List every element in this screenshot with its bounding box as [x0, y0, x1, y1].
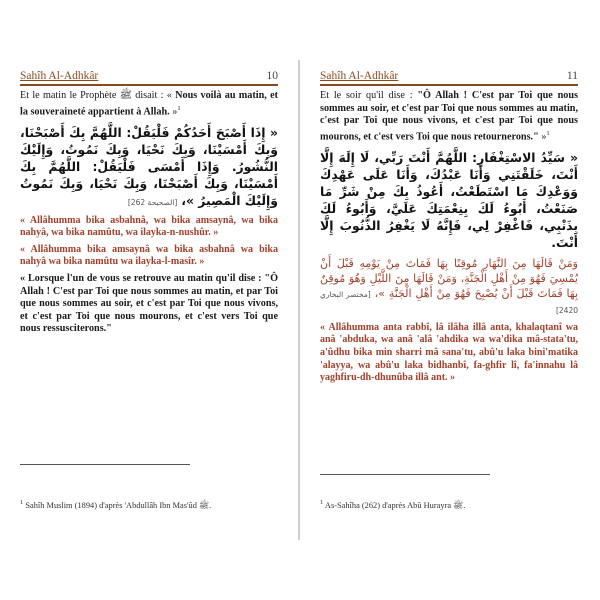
left-page [20, 70, 278, 530]
transliteration-morning: « Allâhumma bika asbahnâ, wa bika amsaynâ, wa bika nahyâ, wa bika namûtu, wa ilayka-n-nushûr. » [20, 214, 278, 239]
running-title: Sahîh Al-Adhkâr [320, 70, 399, 82]
transliteration-evening: « Allâhumma bika amsaynâ wa bika asbahnâ wa bika nahyâ wa bika namûtu wa ilayka-l-masîr. » [20, 243, 278, 268]
intro-paragraph: Et le matin le Prophète ﷺ disait : « Nous voilà au matin, et la souveraineté appartient à Allah. »$^1$ [20, 90, 279, 117]
footnote-rule [20, 464, 190, 465]
footnote-rule [320, 474, 490, 475]
arabic-hadith: « سَيِّدُ الاسْتِغْفَارِ: اللَّهُمَّ أَنْتَ رَبِّي، لَا إِلَهَ إِلَّا أَنْتَ، خَلَقْتَنِي وَأَنَا عَبْدُكَ، وَأَنَا عَلَى عَهْدِكَ وَوَعْدِكَ مَا اسْتَطَعْتُ، أَعُوذُ بِكَ مِنْ شَرِّ مَا صَنَعْتُ، أَبُوءُ لَكَ بِنِعْمَتِكَ عَلَيَّ، وَأَبُوءُ لَكَ بِذَنْبِي، فَاغْفِرْ لِي، فَإِنَّهُ لَا يَغْفِرُ الذُّنُوبَ إِلَّا أَنْتَ. [320, 149, 578, 250]
transliteration: « Allâhumma anta rabbî, lâ ilâha illâ anta, khalaqtanî wa anâ 'abduka, wa anâ 'alâ 'ahdika wa wa'dika mâ-stata'tu, a'ûdhu bika min sharri mâ sana'tu, abû'u laka bini'matika 'alayya, wa abû'u laka bidhanbî, fa-ghfir lî, fa'innahu lâ yaghfiru-dh-dhunûba illâ ant. » [320, 321, 578, 384]
footnote: $^1$ Sahîh Muslim (1894) d'après 'Abdullâh Ibn Mas'ûd ﷺ. [20, 499, 212, 510]
footnote: $^1$ As-Sahîha (262) d'après Abû Hurayra ﷺ. [320, 499, 466, 510]
page-number: 10 [266, 70, 278, 82]
right-page [320, 70, 578, 530]
left-page-header [20, 70, 278, 86]
running-title: Sahîh Al-Adhkâr [20, 70, 99, 82]
arabic-hadith-continuation: وَمَنْ قَالَهَا مِنَ النَّهَارِ مُوقِنًا بِهَا فَمَاتَ مِنْ يَوْمِهِ قَبْلَ أَنْ يُمْسِيَ فَهُوَ مِنْ أَهْلِ الْجَنَّةِ، وَمَنْ قَالَهَا مِنَ اللَّيْلِ وَهُوَ مُوقِنٌ بِهَا فَمَاتَ قَبْلَ أَنْ يُصْبِحَ فَهُوَ مِنْ أَهْلِ الْجَنَّةِ »، [مختصر البخاري 2420] [320, 256, 579, 315]
arabic-hadith: « إِذَا أَصْبَحَ أَحَدُكُمْ فَلْيَقُلْ: اللَّهُمَّ بِكَ أَصْبَحْنَا، وَبِكَ أَمْسَيْنَا، وَبِكَ نَحْيَا، وَبِكَ نَمُوتُ، وَإِلَيْكَ النُّشُورُ. وَإِذَا أَمْسَى فَلْيَقُلْ: اللَّهُمَّ بِكَ أَمْسَيْنَا، وَبِكَ أَصْبَحْنَا، وَبِكَ نَحْيَا، وَبِكَ نَمُوتُ وَإِلَيْكَ الْمَصِيرُ »، [الصحيحة 262] [20, 124, 278, 208]
translation-paragraph: « Lorsque l'un de vous se retrouve au matin qu'il dise : "Ô Allah ! C'est par Toi que nous sommes au matin, et par Toi que nous sommes au soir, et c'est par Toi que nous vivons, et c'est par Toi que nous mourons, et c'est vers Toi que nous ressusciterons." [20, 272, 278, 335]
page-number: 11 [566, 70, 578, 82]
hadith-reference: [مختصر البخاري 2420] [320, 289, 578, 315]
right-page-header [320, 70, 578, 86]
footnote-marker: 1 [546, 129, 550, 137]
book-gutter [298, 60, 300, 540]
intro-paragraph: Et le soir qu'il dise : "Ô Allah ! C'est par Toi que nous sommes au soir, et c'est par Toi que nous sommes au matin, c'est par Toi que nous vivons, et c'est par Toi que nous mourons, et c'est vers Toi que nous retournerons." »$^1$ [320, 90, 578, 143]
footnote-marker: 1 [177, 104, 181, 112]
hadith-reference: [الصحيحة 262] [127, 197, 178, 207]
